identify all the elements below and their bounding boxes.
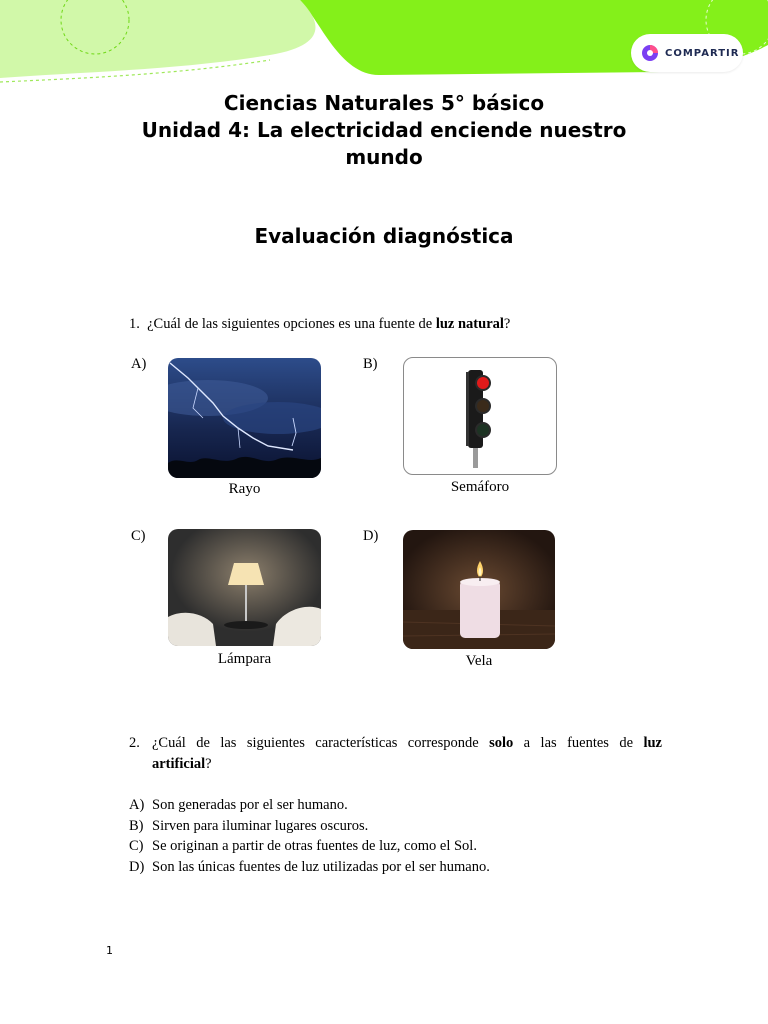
question-1-mark: ? [503,316,511,332]
question-2-bold-1: solo [489,735,514,751]
answer-d [129,857,490,878]
question-2 [129,733,662,775]
option-b-letter: B) [363,356,378,372]
question-2-text-1: ¿Cuál de las siguientes características corresponde [152,735,490,751]
answer-b-text: Sirven para iluminar lugares oscuros. [152,817,369,834]
option-d-caption: Vela [465,653,493,669]
question-2-line-2 [129,754,662,775]
lightning-photo [168,358,321,478]
option-a-letter: A) [131,356,147,372]
question-2-line-1 [129,733,662,754]
compartir-logo [631,34,743,72]
answer-a-text: Son generadas por el ser humano. [152,797,348,813]
title-line-1: Ciencias Naturales 5° básico [223,91,545,115]
candle-photo [403,530,555,649]
answer-d-letter: D) [129,858,145,875]
question-1-bold: luz natural [435,316,504,332]
question-2-bold-2b: artificial [152,756,206,772]
option-c-caption: Lámpara [217,651,272,667]
answer-b [129,816,368,837]
title-line-3: mundo [345,145,423,169]
title-line-2: Unidad 4: La electricidad enciende nuestro [141,118,627,142]
option-a-caption: Rayo [228,481,261,497]
traffic-light-photo [403,357,557,475]
option-d-letter: D) [363,528,379,544]
answer-c-letter: C) [129,838,144,854]
page-number: 1 [106,944,113,957]
question-2-text-line-1 [152,733,662,754]
answer-a [129,795,348,816]
question-1-text: ¿Cuál de las siguientes opciones es una fuente de [147,316,436,332]
question-1-number: 1. [129,316,140,332]
answer-c-text: Se originan a partir de otras fuentes de luz, como el Sol. [152,838,477,854]
option-c-letter: C) [131,528,146,544]
option-b-caption: Semáforo [450,479,510,495]
question-2-mark: ? [205,756,212,772]
compartir-logo-icon [641,44,659,62]
question-2-text-2: a las fuentes de [513,735,644,751]
answer-c [129,836,477,857]
question-2-number: 2. [129,735,140,751]
question-2-bold-2a: luz [643,735,662,751]
lamp-photo [168,529,321,646]
logo-text: COMPARTIR [665,47,740,59]
question-1 [129,314,510,335]
subtitle: Evaluación diagnóstica [254,224,514,248]
answer-b-letter: B) [129,817,144,834]
answer-d-text: Son las únicas fuentes de luz utilizadas por el ser humano. [152,858,490,875]
answer-a-letter: A) [129,797,145,813]
